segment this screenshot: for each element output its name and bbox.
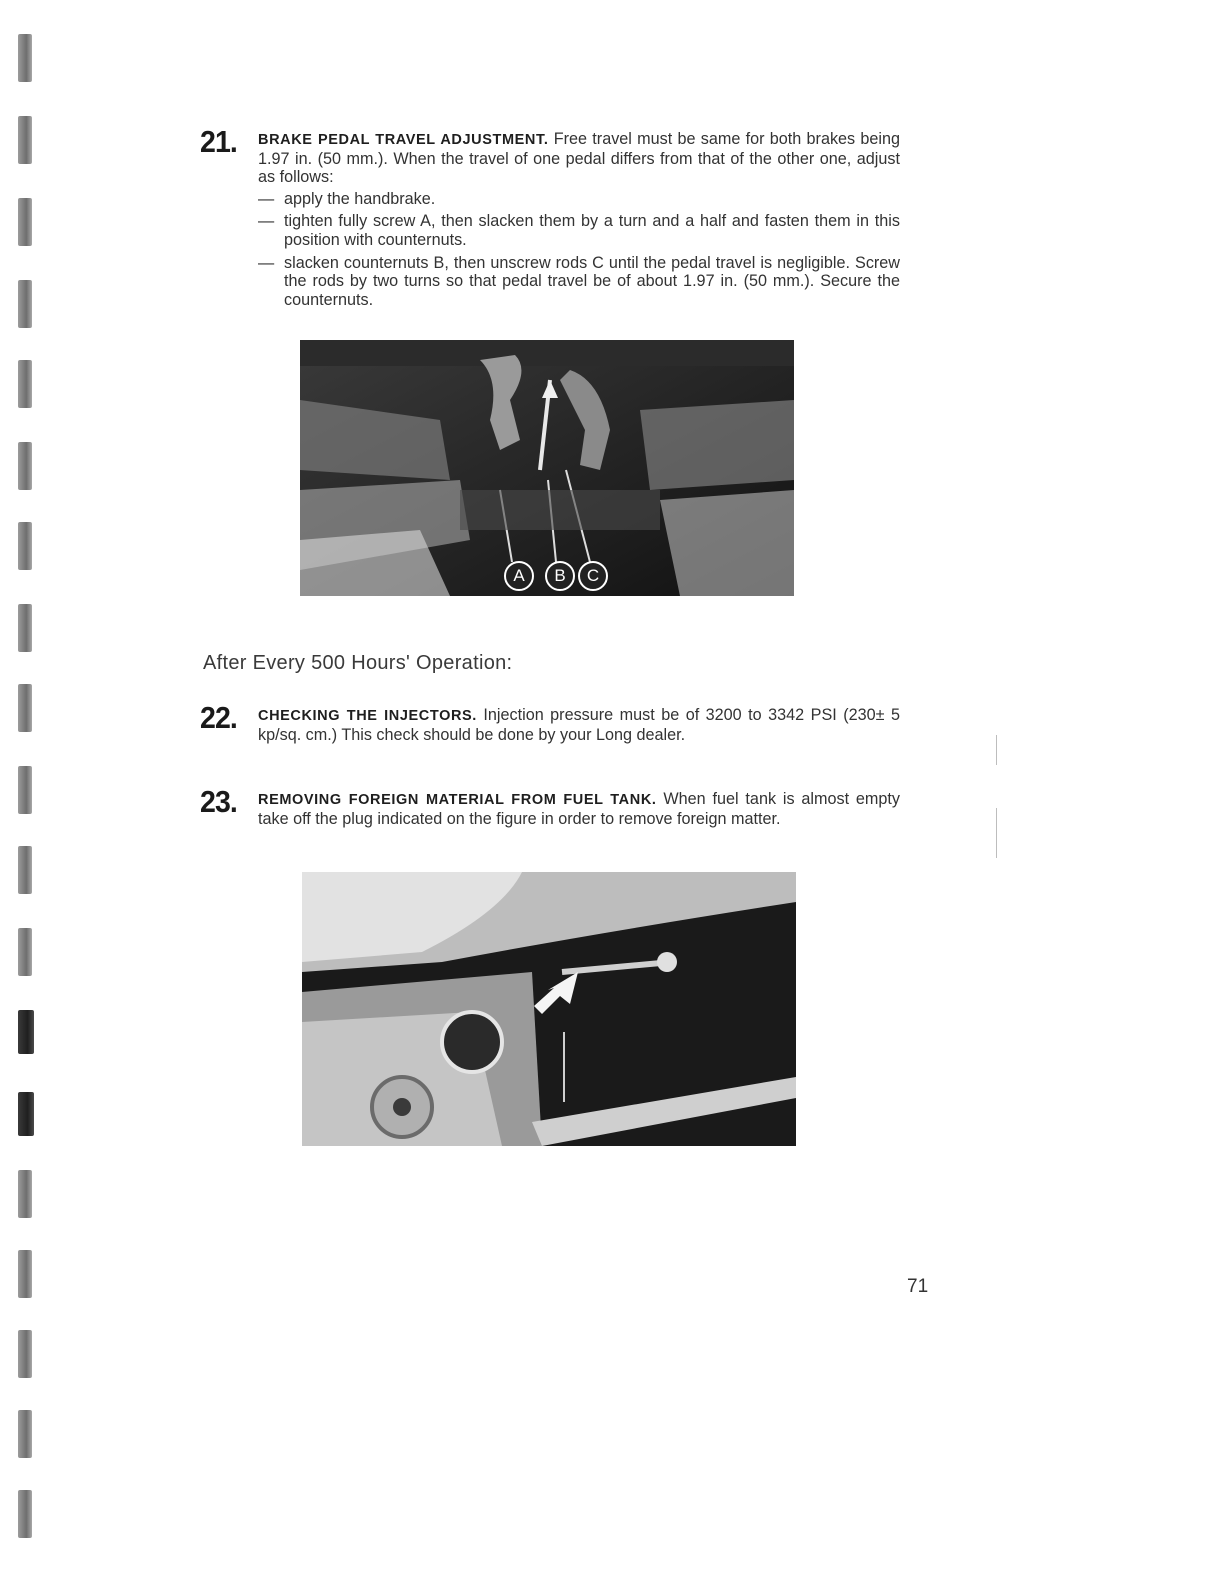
binder-hole xyxy=(18,1410,32,1458)
section-body xyxy=(258,130,900,309)
section-heading: CHECKING THE INJECTORS. xyxy=(258,708,477,724)
binder-hole xyxy=(18,198,32,246)
binder-hole xyxy=(18,604,32,652)
section-21 xyxy=(200,124,901,313)
step-text: tighten fully screw A, then slacken them by a turn and a half and fasten them in this position with counternuts. xyxy=(284,212,900,249)
section-number: 21. xyxy=(200,124,237,159)
step-item xyxy=(258,254,900,310)
section-body xyxy=(258,706,900,744)
fuel-tank-photo xyxy=(302,872,796,1146)
step-text: apply the handbrake. xyxy=(284,189,436,208)
binder-hole xyxy=(18,34,32,82)
binder-holes xyxy=(0,0,40,1584)
step-dash: — xyxy=(258,253,275,272)
section-number: 23. xyxy=(200,784,237,819)
section-heading: BRAKE PEDAL TRAVEL ADJUSTMENT. xyxy=(258,132,549,148)
section-text: When fuel tank is almost empty take off the plug indicated on the figure in order to remove foreign matter. xyxy=(258,790,900,828)
binder-hole xyxy=(18,1170,32,1218)
margin-mark xyxy=(996,735,997,765)
binder-hole xyxy=(18,442,32,490)
binder-hole xyxy=(18,116,32,164)
section-intro: Free travel must be same for both brakes being 1.97 in. (50 mm.). When the travel of one pedal differs from that of the other one, adjust as follows: xyxy=(258,130,901,187)
callout-c: C xyxy=(578,561,608,591)
binder-hole xyxy=(18,684,32,732)
step-item xyxy=(258,212,900,249)
section-text: Injection pressure must be of 3200 to 3342 PSI (230± 5 kp/sq. cm.) This check should be done by your Long dealer. xyxy=(258,706,900,744)
section-22 xyxy=(200,700,900,744)
binder-hole xyxy=(18,1010,34,1054)
callout-a: A xyxy=(504,561,534,591)
section-heading: REMOVING FOREIGN MATERIAL FROM FUEL TANK. xyxy=(258,792,657,808)
binder-hole xyxy=(18,1250,32,1298)
step-dash: — xyxy=(258,189,275,208)
interval-subheading: After Every 500 Hours' Operation: xyxy=(203,652,513,674)
page-number: 71 xyxy=(907,1276,929,1297)
brake-linkage-illustration xyxy=(300,340,794,596)
margin-mark xyxy=(996,808,997,858)
step-dash: — xyxy=(258,212,275,231)
binder-hole xyxy=(18,1490,32,1538)
step-item xyxy=(258,190,900,209)
step-text: slacken counternuts B, then unscrew rods C until the pedal travel is negligible. Screw the rods by two turns so that pedal travel be of about 1.97 in. (50 mm.). Secure the counternuts. xyxy=(284,253,900,309)
binder-hole xyxy=(18,928,32,976)
steps-list xyxy=(258,190,900,310)
binder-hole xyxy=(18,1092,34,1136)
section-body xyxy=(258,790,900,828)
binder-hole xyxy=(18,522,32,570)
callout-b: B xyxy=(545,561,575,591)
binder-hole xyxy=(18,766,32,814)
binder-hole xyxy=(18,360,32,408)
binder-hole xyxy=(18,280,32,328)
section-23 xyxy=(200,784,900,828)
binder-hole xyxy=(18,846,32,894)
brake-pedal-photo xyxy=(300,340,794,596)
binder-hole xyxy=(18,1330,32,1378)
section-number: 22. xyxy=(200,700,237,735)
fuel-tank-illustration xyxy=(302,872,796,1146)
